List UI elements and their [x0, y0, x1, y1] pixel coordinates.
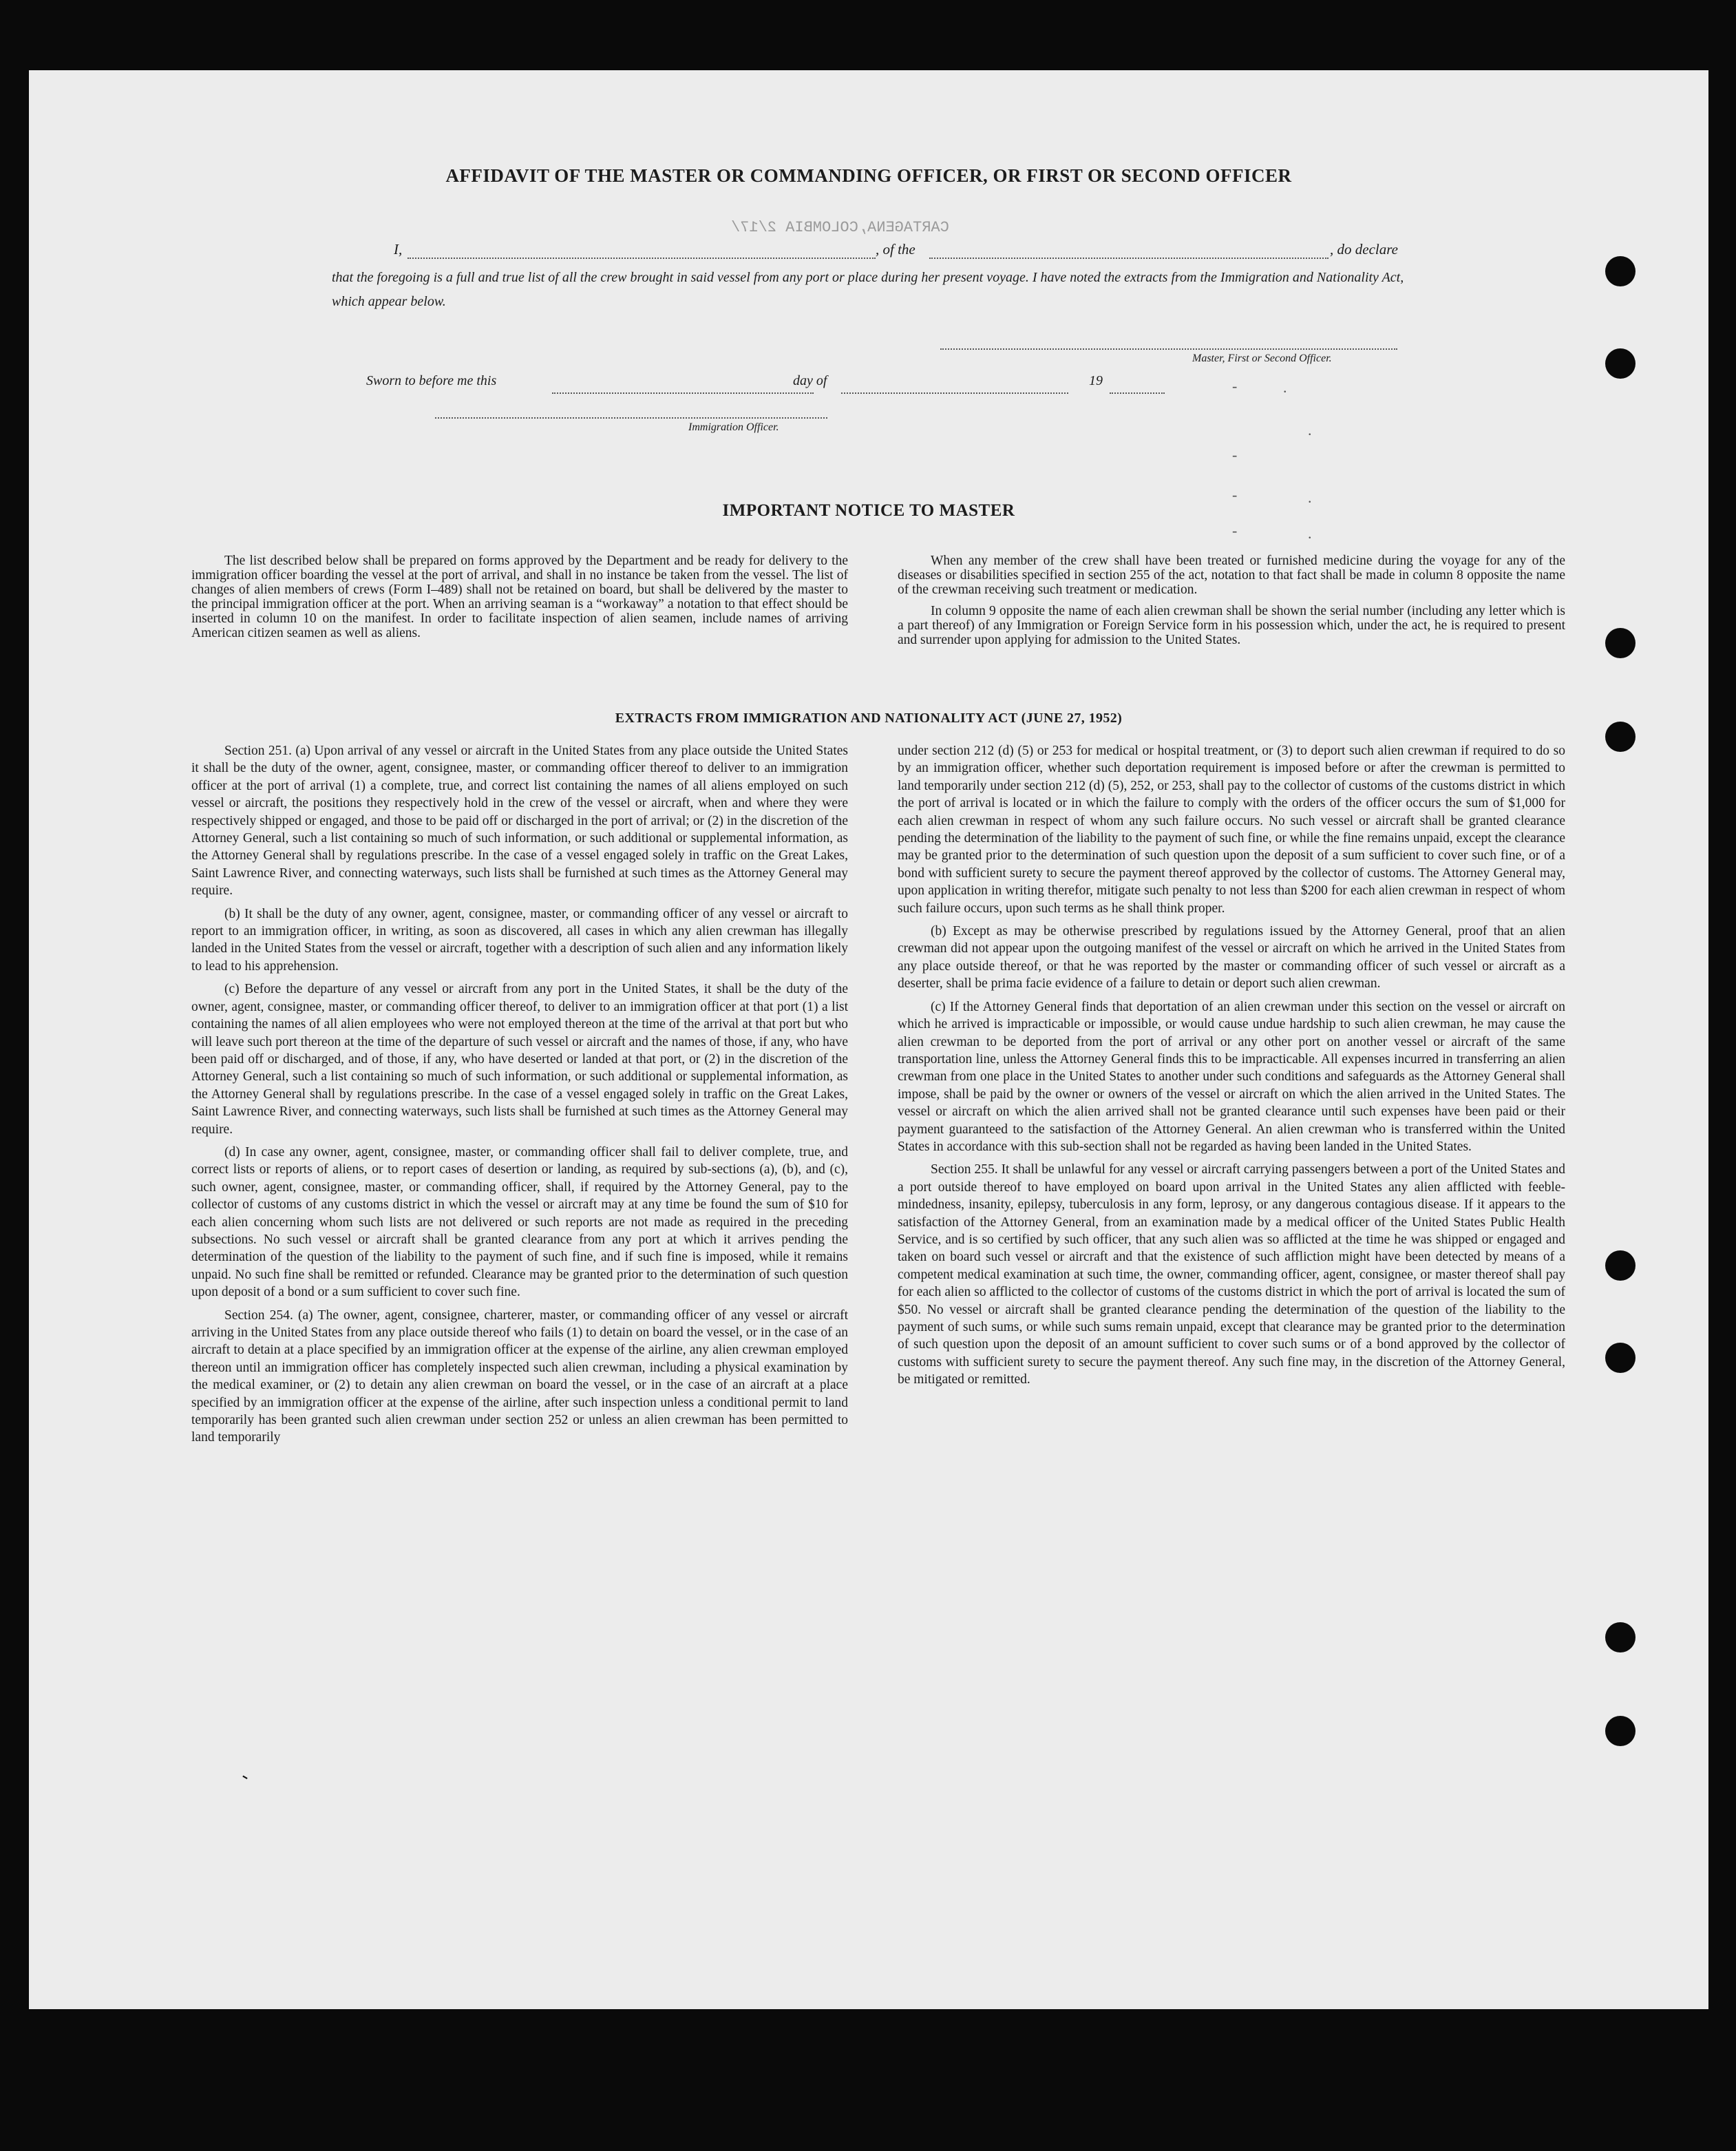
punch-hole [1605, 1250, 1636, 1281]
stray-mark: . [1283, 379, 1287, 396]
section-254a-cont: under section 212 (d) (5) or 253 for medical or hospital treatment, or (3) to deport such alien crewman if required to do so by an immigration officer, whether such deportation requirement is imposed before or after the crewman is permitted to land temporarily under section 212 (d) (5), 252, or 253, shall pay to the collector of customs of the customs district in which the port of arrival is located or in which the failure to comply with the orders of the officer occurs the sum of $1,000 for each alien crewman in respect of whom any such failure occurs. No such vessel or aircraft shall be granted clearance pending the determination of the liability to the payment of such fine, or while the fine remains unpaid, except the clearance may be granted prior to the determination of such question upon the deposit of a sum sufficient to cover such fine, or of a bond with sufficient surety to secure the payment thereof approved by the collector of customs. The Attorney General may, upon application in writing therefor, mitigate such penalty to not less than $200 for each alien crewman in respect of whom such failure occurs, upon such terms as he shall think proper. [898, 744, 1565, 916]
sworn-year-line [1110, 392, 1165, 394]
stray-mark: . [1308, 525, 1312, 542]
notice-title: IMPORTANT NOTICE TO MASTER [722, 501, 1015, 520]
of-the-label: , of the [876, 241, 915, 258]
i-label: I, [394, 241, 403, 258]
sworn-label: Sworn to before me this [366, 373, 497, 388]
declaration-text: that the foregoing is a full and true list of all the crew brought in said vessel from any port or place during her present voyage. I have noted the extracts from the Immigration and Nationality Act, which appear below. [332, 270, 1404, 309]
do-declare-label: , do declare [1330, 241, 1398, 258]
declaration-line [365, 237, 1411, 262]
stray-mark: - [1232, 446, 1238, 463]
notice-left-column [191, 554, 848, 640]
sworn-month-line [841, 392, 1068, 394]
section-251b: (b) It shall be the duty of any owner, agent, consignee, master, or commanding officer of any vessel or aircraft to report to an immigration officer, in writing, as soon as discovered, all cases in which any alien crewman has illegally landed in the United States from the vessel or aircraft, together with a description of such alien and any information likely to lead to his apprehension. [191, 906, 848, 974]
stray-mark: . [1308, 489, 1312, 506]
section-254a: Section 254. (a) The owner, agent, consignee, charterer, master, or commanding officer of any vessel or aircraft arriving in the United States from any place outside thereof who fails (1) to detain on board the vessel, or in the case of an aircraft to detain at a place specified by an immigration officer at the expense of the airline, any alien crewman employed thereon until an immigration officer has completely inspected such alien crewman, including a physical examination by the medical examiner, or (2) to detain any alien crewman on board the vessel, or in the case of an aircraft at a place specified by an immigration officer at the expense of the airline, after such inspection unless a conditional permit to land temporarily has been granted such alien crewman under section 252 or unless an alien crewman has been permitted to land temporarily [191, 1308, 848, 1445]
section-251a: Section 251. (a) Upon arrival of any vessel or aircraft in the United States from any place outside the United States it shall be the duty of the owner, agent, consignee, master, or commanding officer thereof to deliver to an immigration officer at the port of arrival (1) a complete, true, and correct list containing the names of all aliens employed on such vessel or aircraft, the positions they respectively hold in the crew of the vessel or aircraft, when and where they were respectively shipped or engaged, and those to be paid off or discharged in the port of arrival; or (2) in the discretion of the Attorney General, such a list containing so much of such information, or such additional or supplemental information, as the Attorney General shall by regulations prescribe. In the case of a vessel engaged solely in traffic on the Great Lakes, Saint Lawrence River, and connecting waterways, such lists shall be furnished at such times as the Attorney General may require. [191, 744, 848, 899]
section-255: Section 255. It shall be unlawful for any vessel or aircraft carrying passengers between a port of the United States and a port outside thereof to have employed on board upon arrival in the United States any alien afflicted with feeble-mindedness, insanity, epilepsy, tuberculosis in any form, leprosy, or any dangerous contagious disease. If it appears to the satisfaction of the Attorney General, from an examination made by a medical officer of the United States Public Health Service, and is so certified by such officer, that any such alien was so afflicted at the time he was shipped or engaged and taken on board such vessel or aircraft and that the existence of such affliction might have been detected by means of a competent medical examination at such time, the owner, commanding officer, agent, consignee, or master thereof shall pay for each alien so afflicted to the collector of customs of the customs district in which the port of arrival is located the sum of $50. No vessel or aircraft shall be granted clearance pending the determination of the question of the liability to the payment of such sums, or while such sums remain unpaid, except that clearance may be granted prior to the determination of such question upon the deposit of an amount sufficient to cover such sums or of a bond approved by the collector of customs with sufficient surety to secure the payment thereof. Any such fine may, in the discretion of the Attorney General, be mitigated or remitted. [898, 1162, 1565, 1387]
extracts-right-column [898, 742, 1565, 1389]
master-label: Master, First or Second Officer. [1192, 353, 1332, 364]
section-251c: (c) Before the departure of any vessel or aircraft from any port in the United States, it shall be the duty of the owner, agent, consignee, master, or commanding officer thereof, to deliver to an immigration officer at that port (1) a list containing the names of all alien employees who were not employed thereon at the time of the arrival at that port but who will leave such port thereon at the time of the departure of such vessel or aircraft and the names of those, if any, who have been paid off or discharged, and of those, if any, who have deserted or landed at that port, or (2) in the discretion of the Attorney General, such a list containing so much of such information, or such additional or supplemental information, as the Attorney General shall by regulations prescribe. In the case of a vessel engaged solely in traffic on the Great Lakes, Saint Lawrence River, and connecting waterways, such lists shall be furnished at such times as the Attorney General may require. [191, 982, 848, 1137]
stray-mark: - [1232, 486, 1238, 503]
punch-hole [1605, 1343, 1636, 1373]
day-of-label: day of [793, 373, 827, 388]
section-251d: (d) In case any owner, agent, consignee, master, or commanding officer shall fail to deliver complete, true, and correct lists or reports of aliens, or to report cases of desertion or landing, as required by sub-sections (a), (b), and (c), such owner, agent, consignee, master, or commanding officer, shall, if required by the Attorney General, pay to the collector of customs of any customs district in which the vessel or aircraft may at any time be found the sum of $10 for each alien concerning whom such lists are not delivered or such reports are not made as required in the preceding subsections. No such vessel or aircraft shall be granted clearance from any port at which it arrives pending the determination of the question of the liability to the payment of such fine, and if such fine is imposed, while it remains unpaid. No such fine shall be remitted or refunded. Clearance may be granted prior to the determination of such question upon deposit of a bond or a sum sufficient to cover such fine. [191, 1144, 848, 1300]
punch-hole [1605, 628, 1636, 658]
punch-hole [1605, 1622, 1636, 1652]
affidavit-title: AFFIDAVIT OF THE MASTER OR COMMANDING OFFICER, OR FIRST OR SECOND OFFICER [445, 165, 1292, 186]
section-254b: (b) Except as may be otherwise prescribed by regulations issued by the Attorney General, proof that an alien crewman did not appear upon the outgoing manifest of the vessel or aircraft on which he arrived in the United States from any place outside thereof, or that he was reported by the master or commanding officer of such vessel or aircraft as a deserter, shall be prima facie evidence of a failure to detain or deport such alien crewman. [898, 924, 1565, 991]
punch-hole [1605, 256, 1636, 286]
stray-mark: . [1308, 421, 1312, 439]
notice-paragraph: The list described below shall be prepared on forms approved by the Department and be ready for delivery to the immigration officer boarding the vessel at the port of arrival, and shall in no instance be taken from the vessel. The list of changes of alien members of crews (Form I–489) shall not be retained on board, but shall be delivered by the master to the principal immigration officer at the port. When an arriving seaman is a “workaway” a notation to that effect should be inserted in column 10 on the manifest. In order to facilitate inspection of alien seamen, include names of arriving American citizen seamen as well as aliens. [191, 554, 848, 640]
notice-paragraph: When any member of the crew shall have been treated or furnished medicine during the voyage for any of the diseases or disabilities specified in section 255 of the act, notation to that fact shall be made in column 8 opposite the name of the crewman receiving such treatment or medication. [898, 554, 1565, 597]
extracts-title: EXTRACTS FROM IMMIGRATION AND NATIONALITY ACT (JUNE 27, 1952) [615, 711, 1123, 726]
immigration-officer-label: Immigration Officer. [688, 421, 779, 433]
port-stamp: CARTAGENA,COLOMBIA 2/17/ [731, 219, 949, 236]
punch-hole [1605, 1716, 1636, 1746]
stray-mark: - [1232, 377, 1238, 395]
immigration-officer-line [435, 417, 827, 419]
section-254c: (c) If the Attorney General finds that deportation of an alien crewman under this section on the vessel or aircraft on which he arrived is impracticable or impossible, or would cause undue hardship to such alien crewman, he may cause the alien crewman to be deported from the port of arrival or any other port on another vessel or aircraft of the same transportation line, unless the Attorney General finds this to be impracticable. All expenses incurred in transferring an alien crewman from one place in the United States to another under such conditions and safeguards as the Attorney General shall impose, shall be paid by the owner or owners of the vessel or aircraft on which the alien arrived in the United States. The vessel or aircraft on which the alien arrived shall not be granted clearance until such expenses have been paid or their payment guaranteed to the satisfaction of the Attorney General. An alien crewman who is transferred within the United States in accordance with this sub-section shall not be regarded as having been landed in the United States. [898, 999, 1565, 1154]
notice-right-column [898, 554, 1565, 647]
punch-hole [1605, 348, 1636, 379]
stray-mark: - [237, 1765, 254, 1787]
master-signature-line [940, 348, 1397, 350]
notice-paragraph: In column 9 opposite the name of each alien crewman shall be shown the serial number (including any letter which is a part thereof) of any Immigration or Foreign Service form in his possession which, under the act, he is required to present and surrender upon applying for admission to the United States. [898, 604, 1565, 647]
sworn-day-line [552, 392, 814, 394]
extracts-left-column [191, 742, 848, 1447]
stray-mark: - [1232, 522, 1238, 539]
year-label: 19 [1089, 373, 1103, 388]
document-page [29, 70, 1708, 2009]
